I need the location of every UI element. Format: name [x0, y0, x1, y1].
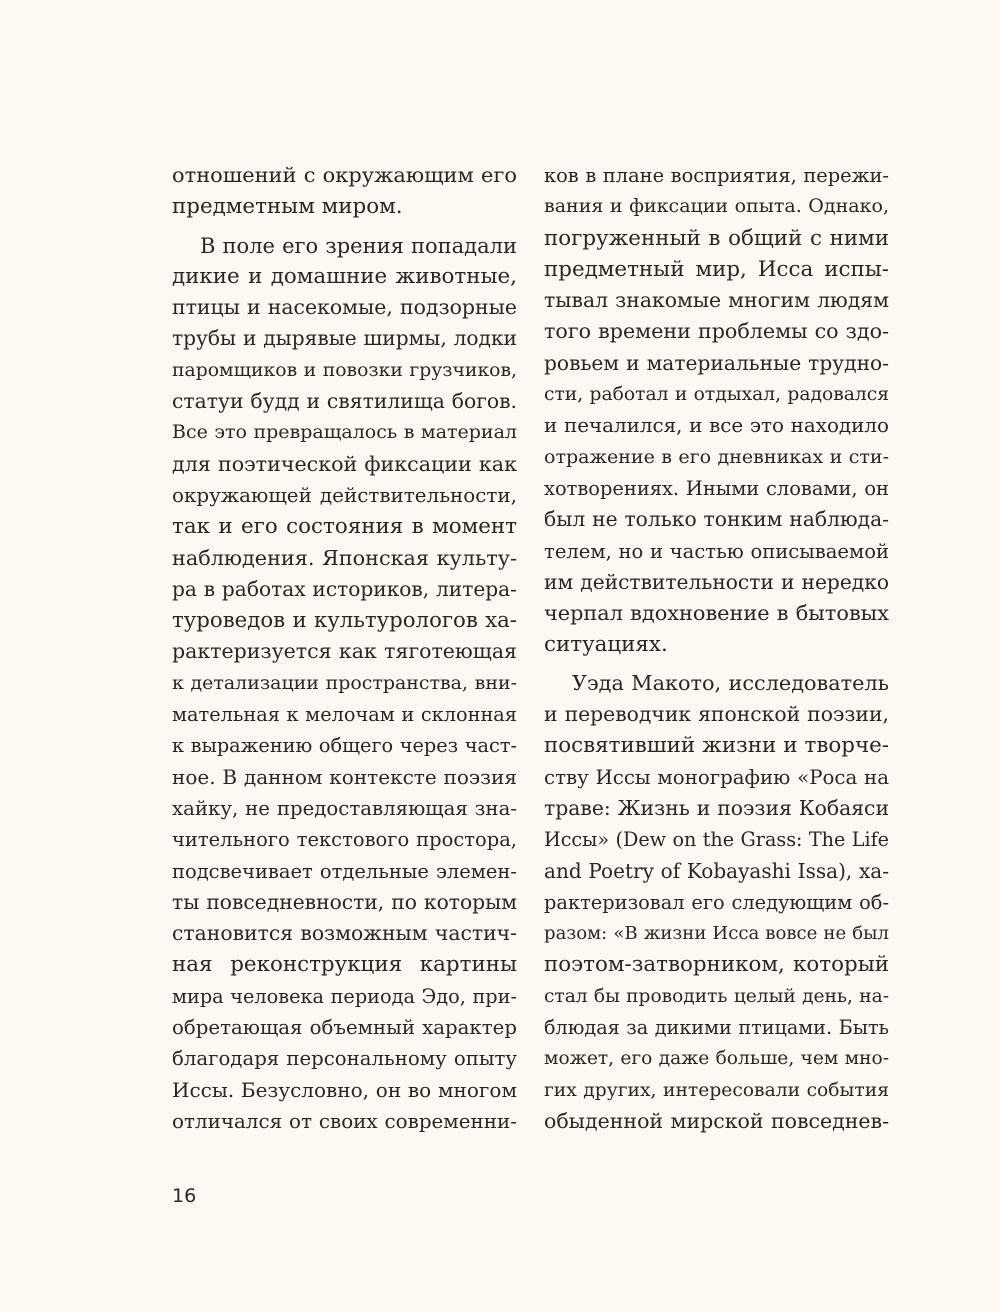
- text-line: окружающей действительности,: [172, 483, 517, 507]
- text-line: птицы и насекомые, подзорные: [172, 295, 517, 320]
- text-line: ству Иссы монографию «Роса на: [544, 765, 889, 789]
- text-line: стал бы проводить целый день, на-: [544, 985, 889, 1007]
- text-line: так и его состояния в момент: [172, 514, 517, 540]
- text-line: разом: «В жизни Исса вовсе не был: [544, 923, 889, 945]
- text-line: подсвечивает отдельные элемен-: [172, 859, 517, 883]
- text-line: Иссы» (Dew on the Grass: The Life: [544, 828, 889, 852]
- text-line: может, его даже больше, чем мно-: [544, 1048, 889, 1070]
- text-line: того времени проблемы со здо-: [544, 319, 889, 344]
- text-line: тывал знакомые многим людям: [544, 288, 889, 313]
- text-line: к детализации пространства, вни-: [172, 671, 517, 694]
- text-line: к выражению общего через част-: [172, 734, 517, 758]
- text-line: блюдая за дикими птицами. Быть: [544, 1016, 889, 1040]
- text-line: чительного текстового простора,: [172, 828, 517, 852]
- text-line: поэтом-затворником, который: [544, 952, 889, 978]
- text-line: сти, работал и отдыхал, радовался: [544, 384, 889, 406]
- text-line: и переводчик японской поэзии,: [544, 702, 889, 727]
- text-line: хайку, не предоставляющая зна-: [172, 796, 517, 820]
- text-line: Все это превращалось в материал: [172, 421, 517, 444]
- text-line: хотворениях. Иными словами, он: [544, 476, 889, 500]
- text-line: трубы и дырявые ширмы, лодки: [172, 326, 517, 351]
- text-line: погруженный в общий с ними: [544, 225, 889, 251]
- text-line: ровьем и материальные трудно-: [544, 350, 889, 375]
- text-line: рактеризуется как тяготеющая: [172, 639, 517, 664]
- text-line: обыденной мирской повседнев-: [544, 1108, 889, 1133]
- text-line: посвятивший жизни и творче-: [544, 733, 889, 759]
- text-line: для поэтической фиксации как: [172, 451, 517, 476]
- text-line: рактеризовал его следующим об-: [544, 890, 889, 914]
- left-column: [172, 160, 517, 1137]
- right-column: [544, 160, 889, 1137]
- text-line: паромщиков и повозки грузчиков,: [172, 359, 517, 381]
- text-line: ты повседневности, по которым: [172, 889, 517, 914]
- text-line: Иссы. Безусловно, он во многом: [172, 1077, 517, 1102]
- text-line: отражение в его дневниках и сти-: [544, 445, 889, 468]
- text-line: траве: Жизнь и поэзия Кобаяси: [544, 795, 889, 820]
- text-line: туроведов и культурологов ха-: [172, 608, 517, 634]
- text-line: ситуациях.: [544, 632, 668, 658]
- text-line: and Poetry of Kobayashi Issa), ха-: [544, 858, 889, 883]
- text-line: мира человека периода Эдо, при-: [172, 984, 517, 1008]
- text-line: наблюдения. Японская культу-: [172, 545, 517, 570]
- text-line: становится возможным частич-: [172, 921, 517, 946]
- text-line: мательная к мелочам и склонная: [172, 703, 517, 727]
- text-line: дикие и домашние животные,: [172, 263, 517, 289]
- text-line: В поле его зрения попадали: [200, 232, 517, 258]
- text-line: статуи будд и святилища богов.: [172, 389, 517, 414]
- text-line: ная реконструкция картины: [172, 952, 517, 978]
- text-line: предметный мир, Исса испы-: [544, 256, 889, 282]
- text-line: ков в плане восприятия, пережи-: [544, 164, 889, 187]
- text-line: был не только тонким наблюда-: [544, 507, 889, 532]
- text-line: предметным миром.: [172, 194, 403, 220]
- text-line: черпал вдохновение в бытовых: [544, 601, 889, 626]
- text-line: Уэда Макото, исследователь: [572, 670, 889, 695]
- text-line: отношений с окружающим его: [172, 163, 517, 187]
- text-line: им действительности и нередко: [544, 569, 889, 594]
- text-line: вания и фиксации опыта. Однако,: [544, 195, 889, 218]
- text-line: отличался от своих современни-: [172, 1109, 517, 1133]
- text-line: и печалился, и все это находило: [544, 414, 889, 438]
- text-line: ное. В данном контексте поэзия: [172, 764, 517, 789]
- text-line: гих других, интересовали события: [544, 1079, 889, 1101]
- text-line: благодаря персональному опыту: [172, 1047, 517, 1071]
- text-line: ра в работах историков, литера-: [172, 576, 517, 601]
- text-line: телем, но и частью описываемой: [544, 539, 889, 563]
- text-line: обретающая объемный характер: [172, 1016, 517, 1040]
- page-number: 16: [172, 1185, 197, 1207]
